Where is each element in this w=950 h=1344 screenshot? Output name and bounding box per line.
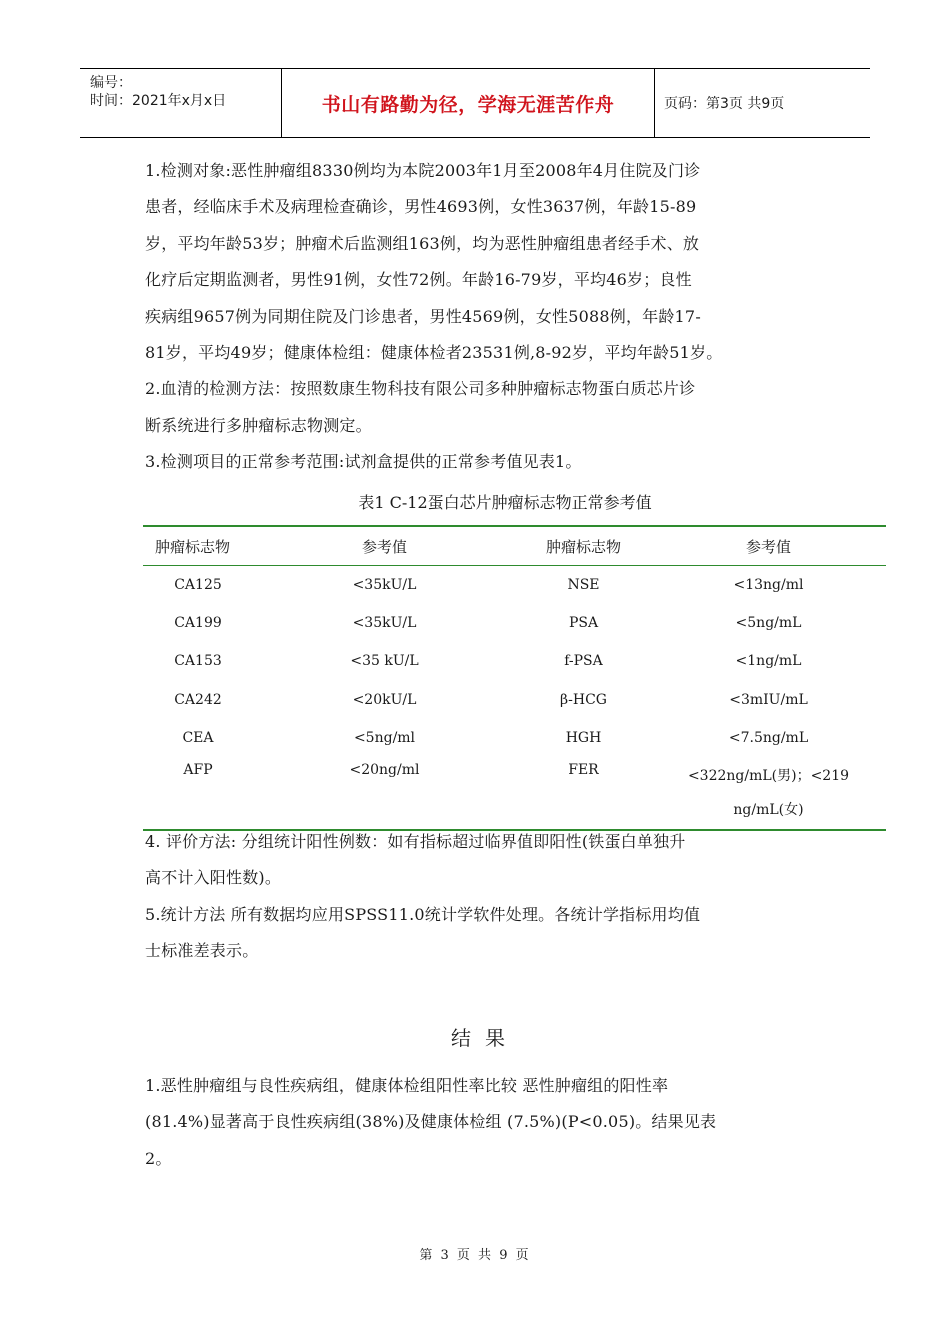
header-cell: 参考值	[361, 537, 407, 556]
text-line: 化疗后定期监测者，男性91例，女性72例。年龄16-79岁，平均46岁；良性	[145, 270, 692, 290]
page-header	[80, 68, 870, 138]
text-line: 士标准差表示。	[145, 941, 259, 961]
header-cell: 肿瘤标志物	[155, 537, 231, 556]
header-meta	[80, 69, 282, 137]
text-line: 4. 评价方法: 分组统计阳性例数：如有指标超过临界值即阳性(铁蛋白单独升	[145, 832, 686, 851]
page-footer: 第 3 页 共 9 页	[419, 1248, 531, 1263]
table-cell: <7.5ng/mL	[728, 729, 809, 746]
text-line: 3.检测项目的正常参考范围:试剂盒提供的正常参考值见表1。	[145, 452, 582, 472]
table-row	[143, 566, 886, 604]
table-cell: <20kU/L	[352, 691, 417, 708]
table-cell: <1ng/mL	[735, 653, 802, 670]
text-line: 2。	[145, 1148, 172, 1168]
header-cell: 肿瘤标志物	[545, 537, 621, 556]
page-label: 页码：第3页 共9页	[664, 96, 785, 112]
header-motto	[282, 69, 655, 137]
table-caption: 表1 C-12蛋白芯片肿瘤标志物正常参考值	[358, 493, 652, 512]
table-cell: CA125	[174, 577, 222, 594]
table-cell: <3mIU/mL	[729, 691, 808, 708]
table-header-row	[143, 527, 886, 566]
table-cell: <35kU/L	[352, 577, 417, 594]
table-cell: <5ng/ml	[353, 729, 416, 746]
table-cell: <35kU/L	[352, 615, 417, 632]
text-line: 81岁，平均49岁；健康体检组：健康体检者23531例,8-92岁，平均年龄51岁。	[145, 343, 723, 363]
table-cell: <13ng/ml	[733, 577, 804, 594]
table-row	[143, 719, 886, 757]
motto-text: 书山有路勤为径，学海无涯苦作舟	[321, 93, 615, 116]
reference-table	[143, 525, 886, 831]
header-cell: 参考值	[745, 537, 791, 556]
table-cell: FER	[568, 761, 599, 778]
body-text-top	[145, 153, 825, 481]
table-row	[143, 681, 886, 719]
body-text-bottom	[145, 1068, 825, 1177]
table-cell: f-PSA	[564, 653, 603, 670]
text-line: 疾病组9657例为同期住院及门诊患者，男性4569例，女性5088例，年龄17-	[145, 306, 701, 326]
text-line: 5.统计方法 所有数据均应用SPSS11.0统计学软件处理。各统计学指标用均值	[145, 904, 701, 924]
table-cell: HGH	[565, 729, 602, 746]
text-line: 岁，平均年龄53岁；肿瘤术后监测组163例，均为恶性肿瘤组患者经手术、放	[145, 233, 700, 253]
text-line: 1.恶性肿瘤组与良性疾病组，健康体检组阳性率比较 恶性肿瘤组的阳性率	[145, 1076, 669, 1095]
table-cell	[651, 762, 886, 830]
fer-value-line1: <322ng/mL(男)；<219	[687, 767, 850, 784]
body-text-mid	[145, 824, 825, 970]
table-row	[143, 642, 886, 680]
text-line: (81.4%)显著高于良性疾病组(38%)及健康体检组 (7.5%)(P<0.05)。结果见表	[145, 1112, 717, 1132]
table-cell: AFP	[183, 761, 213, 778]
text-line: 患者，经临床手术及病理检查确诊，男性4693例，女性3637例，年龄15-89	[145, 197, 697, 217]
text-line: 断系统进行多肿瘤标志物测定。	[145, 415, 372, 435]
table-row	[143, 757, 886, 829]
table-cell: β-HCG	[560, 691, 607, 708]
section-title: 结果	[451, 1026, 519, 1050]
table-cell: <35 kU/L	[350, 653, 419, 670]
text-line: 高不计入阳性数)。	[145, 868, 282, 888]
table-cell: CEA	[182, 729, 214, 746]
table-cell: CA242	[174, 691, 222, 708]
table-cell: CA199	[174, 615, 222, 632]
table-row	[143, 604, 886, 642]
table-cell: <20ng/ml	[349, 761, 420, 778]
table-cell: CA153	[174, 653, 222, 670]
table-cell: PSA	[568, 615, 599, 632]
text-line: 2.血清的检测方法：按照数康生物科技有限公司多种肿瘤标志物蛋白质芯片诊	[145, 379, 696, 399]
time-label: 时间：2021年x月x日	[90, 93, 227, 109]
text-line: 1.检测对象:恶性肿瘤组8330例均为本院2003年1月至2008年4月住院及门诊	[145, 161, 701, 180]
table-cell: <5ng/mL	[735, 615, 802, 632]
number-label: 编号：	[90, 75, 132, 91]
fer-value-line2: ng/mL(女)	[733, 801, 804, 818]
table-cell: NSE	[567, 577, 600, 594]
